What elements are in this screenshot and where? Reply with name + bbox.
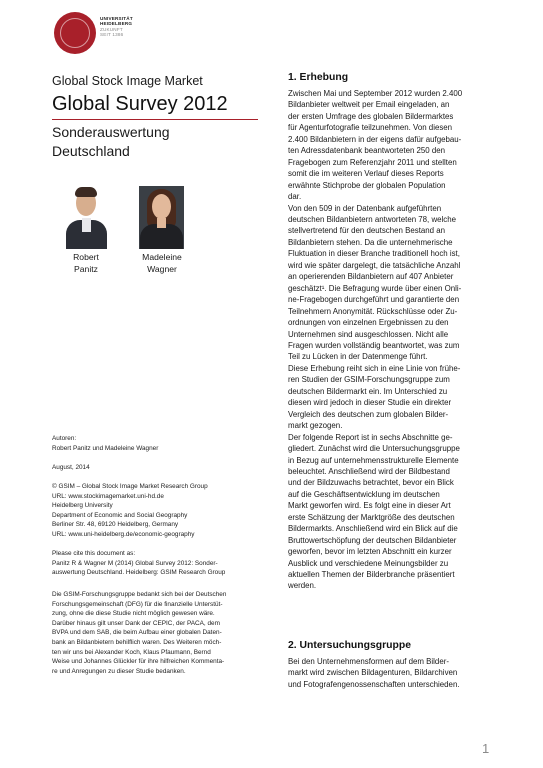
body-line: ordnungen von einzelnen Ergebnissen zu den [288, 318, 449, 328]
section-2-body [288, 656, 503, 690]
contact-line: © GSIM – Global Stock Image Market Research Group [52, 483, 208, 490]
body-line: Zwischen Mai und September 2012 wurden 2.400 [288, 89, 463, 98]
page-number: 1 [482, 741, 490, 756]
body-line: geschätzt¹. Die Befragung wurde über einen Onli- [288, 283, 462, 293]
body-line: gliedert. Zunächst wird die Untersuchungsgruppe [288, 444, 460, 454]
body-line: Bildanbieter weltweit per Email eingeladen, an [288, 100, 450, 110]
body-line: Teilnehmern Anonymität. Rückschlüsse oder Zu- [288, 306, 458, 316]
body-line: geworfen, bevor im letzten Abschnitt ein kurzer [288, 547, 452, 557]
body-line: auf die Geschäftsentwicklung im deutschen [288, 489, 440, 499]
authors-names: Robert Panitz und Madeleine Wagner [52, 444, 159, 452]
publication-date: August, 2014 [52, 464, 90, 471]
logo-line-2: HEIDELBERG [100, 21, 133, 27]
body-line: Der folgende Report ist in sechs Abschnitte ge- [288, 432, 453, 442]
body-line: Markt geworfen wird. Es folgt eine in dieser Art [288, 501, 451, 511]
body-line: Fluktuation in dieser Branche traditionell hoch ist, [288, 249, 460, 259]
report-title: Global Survey 2012 [52, 93, 228, 115]
contact-line: URL: www.stockimagemarket.uni-hd.de [52, 492, 164, 500]
acknowledgement-line: Weise und Johannes Glückler für ihre hilfreichen Kommenta- [52, 658, 225, 666]
authors-block [52, 434, 267, 453]
contact-line: URL: www.uni-heidelberg.de/economic-geography [52, 530, 195, 538]
body-line: Unternehmen sind ausgeschlossen. Nicht alle [288, 329, 449, 339]
body-line: Teil zu Lücken in der Datenmenge führt. [288, 352, 428, 362]
subtitle-line-1: Sonderauswertung [52, 124, 170, 140]
body-line: Ausblick und verschiedene Meinungsbilder zu [288, 558, 449, 568]
body-line: Fragebogen zum Referenzjahr 2011 und stellten [288, 157, 457, 167]
contact-line: Heidelberg University [52, 502, 113, 510]
citation-line: auswertung Deutschland. Heidelberg: GSIM Research Group [52, 569, 226, 577]
section-1-heading: 1. Erhebung [288, 72, 349, 83]
author-photo-robert [64, 186, 109, 249]
section-2-heading: 2. Untersuchungsgruppe [288, 640, 411, 651]
body-line: ren Studien der GSIM-Forschungsgruppe zum [288, 375, 450, 385]
body-line: deutschen Bildermarkt ein. Im Unterschied zu [288, 386, 448, 396]
acknowledgement-line: zung, ohne die diese Studie nicht möglich gewesen wäre. [52, 610, 215, 618]
acknowledgement-line: BVPA und dem SAB, die beim Aufbau einer globalen Daten- [52, 629, 222, 637]
author-photo-madeleine [139, 186, 184, 249]
body-line: Bei den Unternehmensformen auf dem Bilder- [288, 657, 449, 666]
authors-label: Autoren: [52, 435, 77, 442]
contact-line: Department of Economic and Social Geography [52, 511, 188, 519]
contact-line: Berliner Str. 48, 69120 Heidelberg, Germany [52, 521, 179, 529]
body-line: der ersten Umfrage des globalen Bildermarktes [288, 111, 454, 121]
body-line: markt gezogen. [288, 421, 343, 431]
university-seal-icon [54, 12, 96, 54]
body-line: ne-Fragebogen durchgeführt und garantierte den [288, 295, 460, 305]
body-line: deutschen Bildanbietern antworteten 78, welche [288, 214, 457, 224]
logo-line-1: UNIVERSITÄT [100, 16, 133, 21]
body-line: für Agenturfotografie teilzunehmen. Von diesen [288, 123, 453, 133]
body-line: Diese Erhebung reiht sich in eine Linie von frühe- [288, 363, 461, 373]
university-logo [54, 12, 154, 56]
acknowledgement-line: bank an Bildanbietern behilflich waren. Des Weiteren möch- [52, 638, 222, 646]
body-line: an operierenden Bildanbietern auf 407 Anbieter [288, 272, 454, 282]
body-line: Vergleich des deutschen zum globalen Bilder- [288, 409, 449, 419]
subtitle-line-2: Deutschland [52, 143, 130, 159]
author-caption-robert [56, 251, 116, 275]
body-line: 2.400 Bildanbietern in der eigens dafür aufgebau- [288, 134, 462, 144]
body-line: markt wird zwischen Bildagenturen, Bildarchiven [288, 668, 458, 678]
body-line: somit die im weiteren Verlauf dieses Reports [288, 169, 444, 179]
report-subtitle [52, 123, 262, 161]
body-line: dar. [288, 192, 302, 202]
acknowledgement-line: Forschungsgemeinschaft (DFG) für die finanzielle Unterstüt- [52, 600, 223, 608]
title-divider [52, 119, 258, 120]
body-line: Fragen wurden vollständig beantwortet, was zum [288, 340, 460, 350]
body-line: und Fotografengenossenschaften unterschieden. [288, 679, 460, 689]
body-line: Bildanbietern stehen. Da die unternehmerische [288, 237, 453, 247]
body-line: in Bezug auf unternehmensstrukturelle Elemente [288, 455, 459, 465]
body-line: und der Bildzuwachs betrachtet, bevor ein Blick [288, 478, 454, 488]
body-line: Bildermarkts. Anschließend wird ein Blick auf die [288, 524, 458, 534]
author1-last-name: Panitz [74, 264, 98, 274]
section-1-body [288, 88, 503, 592]
body-line: ten Adressdatenbank beantworteten 250 den [288, 146, 446, 156]
body-line: Von den 509 in der Datenbank aufgeführten [288, 203, 442, 213]
body-line: erwähnte Stichprobe der globalen Population [288, 180, 446, 190]
acknowledgement-line: Die GSIM-Forschungsgruppe bedankt sich bei der Deutschen [52, 591, 227, 598]
citation-line: Panitz R & Wagner M (2014) Global Survey 2012: Sonder- [52, 559, 218, 567]
author1-first-name: Robert [73, 252, 99, 262]
body-line: beleuchtet. Anschließend wird der Bildbestand [288, 466, 450, 476]
logo-line-3: ZUKUNFT [100, 26, 123, 32]
body-line: stellvertretend für den deutschen Bestand an [288, 226, 446, 236]
citation-line: Please cite this document as: [52, 550, 136, 557]
contact-block [52, 482, 267, 540]
acknowledgements-block [52, 590, 267, 676]
body-line: diesen wird jedoch in dieser Studie ein direkter [288, 398, 452, 408]
author2-last-name: Wagner [147, 264, 177, 274]
body-line: aktuellen Themen der Bilderbranche präsentiert [288, 570, 455, 580]
citation-block [52, 549, 267, 578]
body-line: wird wie später dargelegt, die tatsächliche Anzahl [288, 260, 461, 270]
author2-first-name: Madeleine [142, 252, 182, 262]
acknowledgement-line: Darüber hinaus gilt unser Dank der CEPIC, der PACA, dem [52, 619, 220, 627]
logo-wordmark [100, 16, 133, 38]
acknowledgement-line: re und Anregungen zu dieser Studie bedanken. [52, 667, 186, 675]
author-caption-madeleine [132, 251, 192, 275]
logo-line-4: SEIT 1386 [100, 32, 124, 38]
acknowledgement-line: ten wir uns bei Alexander Koch, Klaus Pfaumann, Bernd [52, 648, 211, 656]
body-line: erste Schätzung der Marktgröße des deutschen [288, 512, 455, 522]
body-line: Bruttowertschöpfung der deutschen Bildanbieter [288, 535, 457, 545]
body-line: werden. [288, 581, 317, 591]
report-kicker: Global Stock Image Market [52, 74, 203, 88]
